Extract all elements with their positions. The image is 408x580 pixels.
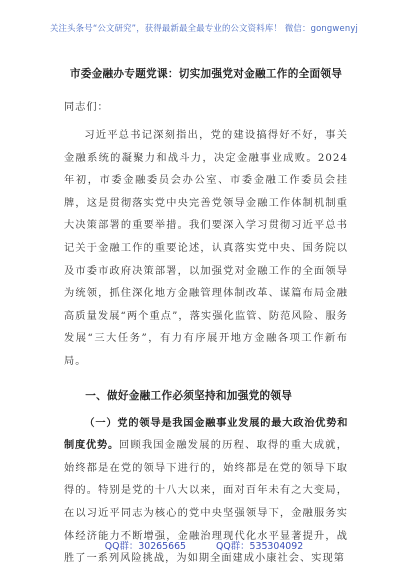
intro-paragraph: 习近平总书记深刻指出，党的建设搞得好不好，事关金融系统的凝聚力和战斗力，决定金融事业成败。2024年初，市委金融委员会办公室、市委金融工作委员会挂牌，这是贯彻落实党中央完善党领导金融工作体制机制重大决策部署的重要举措。我们要深入学习贯彻习近平总书记关于金融工作的重要论述，认真落实党中央、国务院以及市委市政府决策部署，以加强党对金融工作的全面领导为统领，抓住深化地方金融管理体制改革、谋篇布局金融高质量发展“两个重点”，落实强化监管、防范风险、服务发展“三大任务”，有力有序展开地方金融各项工作新布局。 [64,130,348,367]
document-title: 市委金融办专题党课：切实加强党对金融工作的全面领导 [69,68,343,80]
section-heading: 一、做好金融工作必须坚持和加强党的领导 [85,389,293,402]
subsection-lead: （一）党的领导是我国金融事业发展的最大政治优势和制度优势。 [64,417,348,452]
footer-qq-group-2: QQ群：535304092 [216,541,304,552]
footer [0,538,408,552]
subsection-body: 回顾我国金融发展的历程、取得的重大成就，始终都是在党的领导下进行的，始终都是在党的领导下取得的。特别是党的十八大以来，面对百年未有之大变局，在以习近平同志为核心的党中央坚强领导下，金融服务实体经济能力不断增强，金融治理现代化水平显著提升，战胜了一系列风险挑战，为如期全面建成小康社会、实现第 [64,440,349,565]
footer-qq-group-1: QQ群：30265665 [104,541,187,552]
salutation: 同志们： [64,102,109,113]
document-body [64,66,348,571]
header-banner: 关注头条号“公文研究”，获得最新最全最专业的公文资料库！ 微信：gongwenyj [49,23,359,33]
